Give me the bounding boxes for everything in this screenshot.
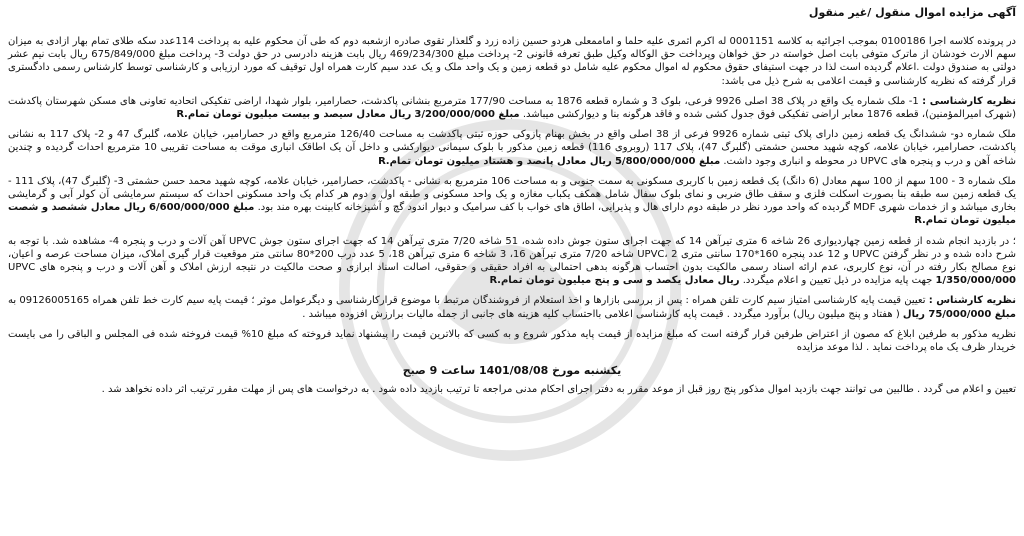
item-5-paragraph	[8, 294, 1016, 320]
item-3-price: مبلغ 6/600/000/000	[149, 202, 255, 214]
item-2-price: مبلغ 5/800/000/000	[614, 155, 721, 167]
item-5-tail: ( هفتاد و پنج میلیون ریال) برآورد میگردد . قیمت پایه کارشناسی اعلامی بااحتساب کلیه هزینه های جانبی از جمله مالیات برارزش افزوده میباشد .	[302, 308, 900, 320]
auction-notice-text: نظریه مذکور به طرفین ابلاغ که مصون از اعتراض طرفین قرار گرفته است که مبلغ مزایده از قیمت پایه مذکور شروع و به کسی که بالاترین قیمت را پیشنهاد نماید فروخته که مبلغ 10% قیمت فروخته شده فی المجلس و الباقی را می بایست خریدار ظرف یک ماه پرداخت نماید . لذا موعد مزایده	[8, 328, 1016, 354]
item-3-text: ملک شماره 3 - 100 سهم از 100 سهم معادل (6 دانگ) یک قطعه زمین با کاربری مسکونی به سمت جنوبی و به مساحت 106 مترمربع به نشانی - پاکدشت، حصارامیر، خیابان علامه، کوچه شهید محمد حسن حشمتی 3- (گلبرگ 47)، پلاک 111 - یک قطعه زمین سه طبقه بنا بصورت اسکلت فلزی و سقف طاق ضربی و نمای بلوک سفال شامل همکف یکباب مغازه و یک واحد مسکونی و طبقه اول و دوم هر کدام یک واحد مسکونی احداث که سیستم سرمایشی آن کولر آبی و گرمایشی بخاری میباشد و از خدمات شهری MDF گردیده که واحد مورد نظر در طبقه دوم دارای هال و پذیرایی، اطاق های خواب با کف سرامیک و دیوار اندود گچ و آشپزخانه کابینت	[8, 175, 1016, 214]
item-1-label: نظریه کارشناسی :	[922, 95, 1016, 107]
item-4-upvc: UPVC	[8, 262, 36, 274]
item-2-paragraph	[8, 128, 1016, 168]
auction-date: یکشنبه مورخ 1401/08/08 ساعت 9 صبح	[402, 364, 622, 378]
item-1-paragraph	[8, 95, 1016, 121]
item-4-text: ؛ در بازدید انجام شده از قطعه زمین چهاردیواری 26 شاخه 6 متری تیرآهن 14 که جهت اجرای ستون جوش داده شده، 51 شاخه 7/20 متری تیرآهن 14 که جهت اجرای ستون جوش UPVC آهن آلات و درب و پنجره 4- مشاهده شد. با توجه به شرح داده شده و در نظر گرفتن UPVC و 12 عدد پنجره 160*170 سانتی متری UPVC، 2 شاخه 7/20 متری تیرآهن 16، 3 شاخه 6 متری تیرآهن 18، 5 عدد درب 200*80 سانتی متر موقعیت قرار گیری املاک، میزان مساحت عرصه و اعیان، نوع مصالح بکار رفته در آن، نوع کاربری، عدم ارائه اسناد رسمی مالکیت بدون احتساب هرگونه بدهی احتمالی به افراد حقیقی و حقوقی، اصالت اسناد ابرازی و صحت مالکیت در نتیجه ارزش املاک و آهن آلات و درب و پنجره های	[8, 235, 1017, 274]
item-5-price: مبلغ 75/000/000 ریال	[902, 308, 1016, 320]
item-4-tail: جهت پایه مزایده در ذیل تعیین و اعلام میگردد.	[742, 275, 933, 287]
item-4-price-words: ریال معادل یکصد و سی و پنج میلیون تومان تمام.	[497, 275, 740, 287]
item-2-r: R	[378, 155, 386, 167]
item-3-r: R	[914, 215, 922, 227]
item-1-r: R	[176, 109, 185, 121]
item-1-text: 1- ملک شماره یک واقع در پلاک 38 اصلی 9926 فرعی، بلوک 3 و شماره قطعه 1876 به مساحت 177/90 مترمربع بنشانی پاکدشت، حصارامیر، بلوار شهدا، اراضی تفکیکی اتحادیه تعاونی های مسکن شهرستان پاکدشت (شهرک امیرالمؤمنین)، قطعه 1876 معابر اراضی تفکیکی فوق جدول کشی شده و فاقد هرگونه بنا و دیوارکشی میباشد.	[8, 95, 1016, 121]
intro-paragraph	[8, 35, 1016, 88]
item-3-price-words: ریال معادل ششصد و شصت میلیون تومان تمام.	[8, 202, 1016, 227]
item-2-text: ملک شماره دو- ششدانگ یک قطعه زمین دارای پلاک ثبتی شماره 9926 فرعی از 38 اصلی واقع در بخش بهنام پازوکی حوزه ثبتی پاکدشت به مساحت 126/40 مترمربع واقع در حصارامیر، خیابان علامه، گلبرگ 47 و 2- پلاک 117 به نشانی پاکدشت، حصارامیر، خیابان علامه، کوچه شهید محسن حشمتی (گلبرگ 47)، پلاک 117 (روبروی 116) قطعه زمین مذکور با بلوک سیمانی دیوارکشی و داخل آن یک اطاقک انباری موقت به مساحت تقریبی 10 مترمربع احداث گردیده و چندین شاخه آهن و درب و پنجره های	[8, 129, 1017, 167]
item-5-text: تعیین قیمت پایه کارشناسی امتیاز سیم کارت تلفن همراه : پس از بررسی بازارها و اخذ استعلام از فروشندگان مرتبط با موضوع قرارکارشناسی و دیگرعوامل موثر ؛ قیمت پایه سیم کارت خط تلفن همراه 09126005165 به	[8, 295, 926, 307]
item-2-tail: در محوطه و انباری وجود داشت.	[723, 155, 858, 167]
item-1-price: مبلغ 3/200/000/000	[414, 109, 520, 121]
item-3-tail: بهره مند بود.	[257, 202, 312, 214]
intro-text: در پرونده کلاسه اجرا 0100186 بموجب اجرائیه به کلاسه 0001151 له اکرم اثمری علیه حلما و اماممعلی هردو حسین زاده زرد و گلعذار تقوی صادره ازشعبه دوم که طی آن محکوم علیه به پرداخت 114عدد سکه طلای تمام بهار ازادی به میزان سهم الارث خودشان از ماترک متوفی بابت اصل خواسته در حق خواهان وپرداخت حق الوکاله وکیل طبق تعرفه قانونی 2- پرداخت مبلغ 469/234/300 ریال بابت هزینه دادرسی در حق دولت 3- پرداخت مبلغ 675/849/000 ریال بابت نیم عشر دولتی به صندوق دولت .اعلام گردیده است لذا در جهت استیفای حقوق محکوم له اموال محکوم علیه شامل دو قطعه زمین و یک واحد ملک و یک عدد سیم کارت همراه اول توقیف که مورد ارزیابی و کارشناسی توسط کارشناس رسمی دادگستری قرار گرفته که نظریه کارشناسی و قیمت اعلامی به شرح ذیل می باشد:	[8, 36, 1017, 87]
footer-text: تعیین و اعلام می گردد . طالبین می توانند جهت بازدید اموال مذکور پنج روز قبل از موعد مقرر به دفتر اجرای احکام مدنی مراجعه تا ترتیب بازدید داده شود . به درخواست های پس از مهلت مقرر ترتیب اثر داده نخواهد شد .	[101, 384, 1016, 396]
item-1-price-words: ریال معادل سیصد و بیست میلیون تومان تمام.	[184, 109, 412, 121]
item-5-label: نظریه کارشناس :	[928, 295, 1017, 307]
page-title: آگهی مزایده اموال منقول /غیر منقول	[808, 6, 1016, 19]
item-4-price: 1/350/000/000	[935, 275, 1016, 287]
item-4-r: R	[489, 275, 498, 287]
auction-notice	[8, 328, 1016, 354]
item-3-paragraph	[8, 175, 1016, 228]
footer-paragraph	[8, 383, 1016, 396]
item-2-price-words: ریال معادل پانصد و هشتاد میلیون تومان تمام.	[385, 155, 612, 167]
item-4-paragraph	[8, 235, 1016, 288]
item-2-upvc: UPVC	[860, 155, 888, 167]
